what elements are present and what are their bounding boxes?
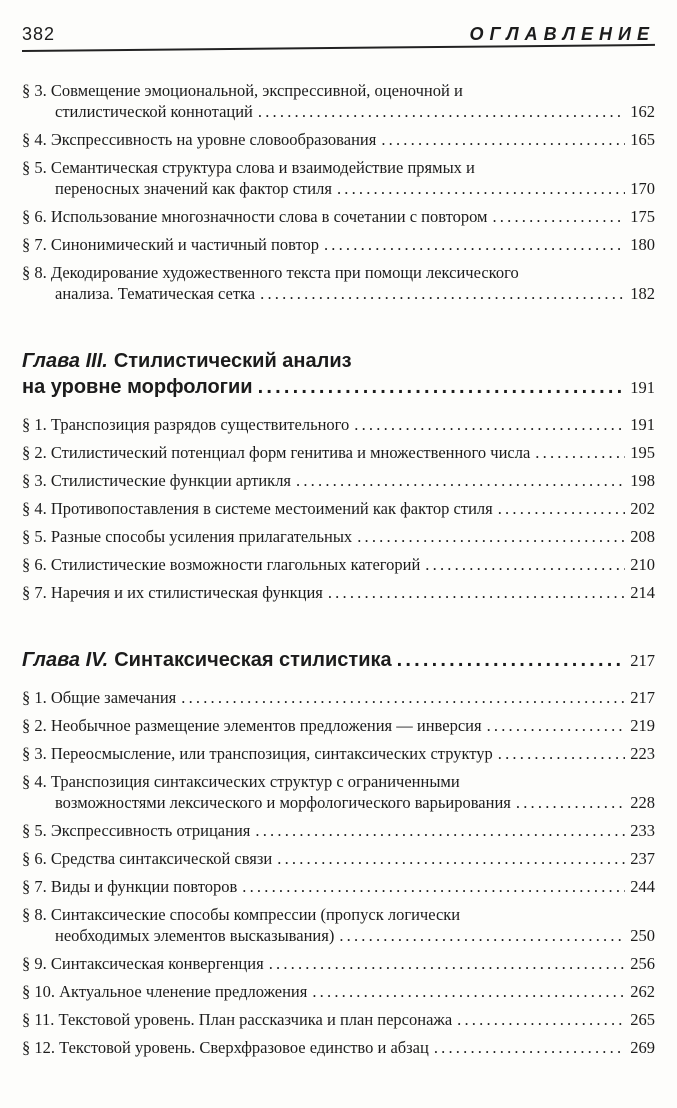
entry-text: § 3. Переосмысление, или транспозиция, синтаксических структур <box>22 744 493 763</box>
toc-entry <box>22 80 655 122</box>
toc-section <box>22 348 655 603</box>
toc-line <box>22 374 655 401</box>
dot-leader <box>498 743 625 764</box>
dot-leader <box>434 1037 625 1058</box>
dot-leader <box>354 414 625 435</box>
page-number: 244 <box>630 877 655 896</box>
toc-line <box>22 1009 655 1030</box>
page-number: 191 <box>630 415 655 434</box>
toc-entry <box>22 687 655 708</box>
toc-entry <box>22 953 655 974</box>
chapter-prefix: Глава III. <box>22 350 108 372</box>
entry-text: § 10. Актуальное членение предложения <box>22 982 308 1001</box>
toc-entry <box>22 771 655 813</box>
header-rule <box>22 44 655 52</box>
entry-text: § 2. Необычное размещение элементов предложения — инверсия <box>22 716 482 735</box>
toc-entry <box>22 820 655 841</box>
page-number: 256 <box>630 954 655 973</box>
dot-leader <box>324 234 625 255</box>
dot-leader <box>381 129 625 150</box>
toc-line <box>22 526 655 547</box>
entry-text: § 4. Противопоставления в системе местоимений как фактор стиля <box>22 499 493 518</box>
toc-entry <box>22 743 655 764</box>
dot-leader <box>258 374 626 400</box>
toc-entry <box>22 554 655 575</box>
entry-text-line: § 8. Декодирование художественного текста при помощи лексического <box>22 263 519 282</box>
entry-text: анализа. Тематическая сетка <box>55 284 256 303</box>
chapter-title: Глава IV. Синтаксическая стилистика <box>22 649 392 671</box>
entry-text: § 2. Стилистический потенциал форм генитива и множественного числа <box>22 443 531 462</box>
toc-line <box>22 687 655 708</box>
dot-leader <box>255 820 625 841</box>
page-number: 175 <box>630 207 655 226</box>
entry-text-line: § 4. Транспозиция синтаксических структур с ограниченными <box>22 772 460 791</box>
dot-leader <box>498 498 626 519</box>
running-head <box>22 24 655 45</box>
toc-entry <box>22 262 655 304</box>
entry-text: § 3. Стилистические функции артикля <box>22 471 292 490</box>
toc-line <box>55 283 655 304</box>
toc-line <box>22 206 655 227</box>
entry-text: § 4. Экспрессивность на уровне словообразования <box>22 130 377 149</box>
page-number: 180 <box>630 235 655 254</box>
entry-text: § 1. Транспозиция разрядов существительного <box>22 415 350 434</box>
dot-leader <box>339 925 625 946</box>
entry-text: § 5. Разные способы усиления прилагательных <box>22 527 353 546</box>
toc-entry <box>22 904 655 946</box>
entry-text: § 11. Текстовой уровень. План рассказчика и план персонажа <box>22 1010 453 1029</box>
page-number: 165 <box>630 130 655 149</box>
toc-line <box>55 178 655 199</box>
entry-text-line: § 5. Семантическая структура слова и взаимодействие прямых и <box>22 158 475 177</box>
toc-entry <box>22 526 655 547</box>
page-number: 250 <box>630 926 655 945</box>
toc-line <box>22 647 655 674</box>
entry-text: § 1. Общие замечания <box>22 688 177 707</box>
toc-entry <box>22 129 655 150</box>
entry-text: переносных значений как фактор стиля <box>55 179 332 198</box>
entry-text: § 7. Синонимический и частичный повтор <box>22 235 319 254</box>
page-number: 210 <box>630 555 655 574</box>
toc-entry <box>22 206 655 227</box>
entry-text: § 6. Использование многозначности слова в сочетании с повтором <box>22 207 488 226</box>
toc-line <box>22 498 655 519</box>
page-header-title: ОГЛАВЛЕНИЕ <box>469 24 655 44</box>
entry-text: § 6. Средства синтаксической связи <box>22 849 273 868</box>
page-number: 228 <box>630 793 655 812</box>
page-number: 182 <box>630 284 655 303</box>
page-number: 198 <box>630 471 655 490</box>
toc-entry <box>22 442 655 463</box>
toc-line <box>55 792 655 813</box>
toc-line <box>55 101 655 122</box>
toc-line <box>22 129 655 150</box>
toc-section <box>22 80 655 304</box>
page-number: 265 <box>630 1010 655 1029</box>
page-number: 162 <box>630 102 655 121</box>
toc-line <box>22 470 655 491</box>
page-number: 237 <box>630 849 655 868</box>
toc-line <box>22 743 655 764</box>
dot-leader <box>337 178 625 199</box>
entry-text-line: § 3. Совмещение эмоциональной, экспрессивной, оценочной и <box>22 81 463 100</box>
dot-leader <box>535 442 625 463</box>
dot-leader <box>516 792 625 813</box>
toc-line <box>22 981 655 1002</box>
toc-entry <box>22 234 655 255</box>
dot-leader <box>492 206 625 227</box>
entry-text: возможностями лексического и морфологического варьирования <box>55 793 511 812</box>
toc-entry <box>22 876 655 897</box>
toc-line <box>22 234 655 255</box>
entry-text: § 12. Текстовой уровень. Сверхфразовое единство и абзац <box>22 1038 429 1057</box>
page-number: 219 <box>630 716 655 735</box>
chapter-title: на уровне морфологии <box>22 376 253 398</box>
toc-entry <box>22 414 655 435</box>
page-number: 202 <box>630 499 655 518</box>
toc-entry <box>22 715 655 736</box>
chapter-heading <box>22 348 655 401</box>
dot-leader <box>277 848 625 869</box>
dot-leader <box>296 470 625 491</box>
dot-leader <box>357 526 625 547</box>
toc-line <box>22 848 655 869</box>
dot-leader <box>258 101 625 122</box>
toc-entry <box>22 470 655 491</box>
page-number: 195 <box>630 443 655 462</box>
entry-text: § 7. Наречия и их стилистическая функция <box>22 583 323 602</box>
page-number: 214 <box>630 583 655 602</box>
chapter-heading <box>22 647 655 674</box>
toc-line <box>22 554 655 575</box>
toc-entry <box>22 498 655 519</box>
page-number: 269 <box>630 1038 655 1057</box>
toc-entry <box>22 1009 655 1030</box>
dot-leader <box>425 554 625 575</box>
toc-entry <box>22 848 655 869</box>
chapter-title-line: Глава III. Стилистический анализ <box>22 350 352 372</box>
dot-leader <box>457 1009 625 1030</box>
page-number-folio: 382 <box>22 24 56 44</box>
page-number: 262 <box>630 982 655 1001</box>
entry-text: § 6. Стилистические возможности глагольных категорий <box>22 555 421 574</box>
dot-leader <box>487 715 626 736</box>
dot-leader <box>181 687 625 708</box>
dot-leader <box>397 647 626 673</box>
page-number: 191 <box>630 378 655 397</box>
dot-leader <box>242 876 625 897</box>
entry-text: необходимых элементов высказывания) <box>55 926 335 945</box>
toc-sections <box>22 80 655 1058</box>
entry-text: стилистической коннотаций <box>55 102 253 121</box>
page-number: 217 <box>630 688 655 707</box>
toc-line <box>22 414 655 435</box>
toc-line <box>22 820 655 841</box>
toc-line <box>22 582 655 603</box>
toc-entry <box>22 157 655 199</box>
page-number: 223 <box>630 744 655 763</box>
toc-entry <box>22 1037 655 1058</box>
entry-text: § 9. Синтаксическая конвергенция <box>22 954 264 973</box>
dot-leader <box>312 981 625 1002</box>
page-number: 217 <box>630 651 655 670</box>
page-number: 170 <box>630 179 655 198</box>
toc-entry <box>22 582 655 603</box>
page-number: 208 <box>630 527 655 546</box>
toc-line <box>22 715 655 736</box>
toc-line <box>55 925 655 946</box>
entry-text: § 5. Экспрессивность отрицания <box>22 821 251 840</box>
toc-line <box>22 1037 655 1058</box>
toc-line <box>22 876 655 897</box>
dot-leader <box>269 953 626 974</box>
toc-line <box>22 953 655 974</box>
entry-text-line: § 8. Синтаксические способы компрессии (пропуск логически <box>22 905 461 924</box>
toc-line <box>22 442 655 463</box>
chapter-prefix: Глава IV. <box>22 649 109 671</box>
page-number: 233 <box>630 821 655 840</box>
dot-leader <box>260 283 625 304</box>
entry-text: § 7. Виды и функции повторов <box>22 877 238 896</box>
dot-leader <box>328 582 625 603</box>
toc-entry <box>22 981 655 1002</box>
toc-section <box>22 647 655 1058</box>
